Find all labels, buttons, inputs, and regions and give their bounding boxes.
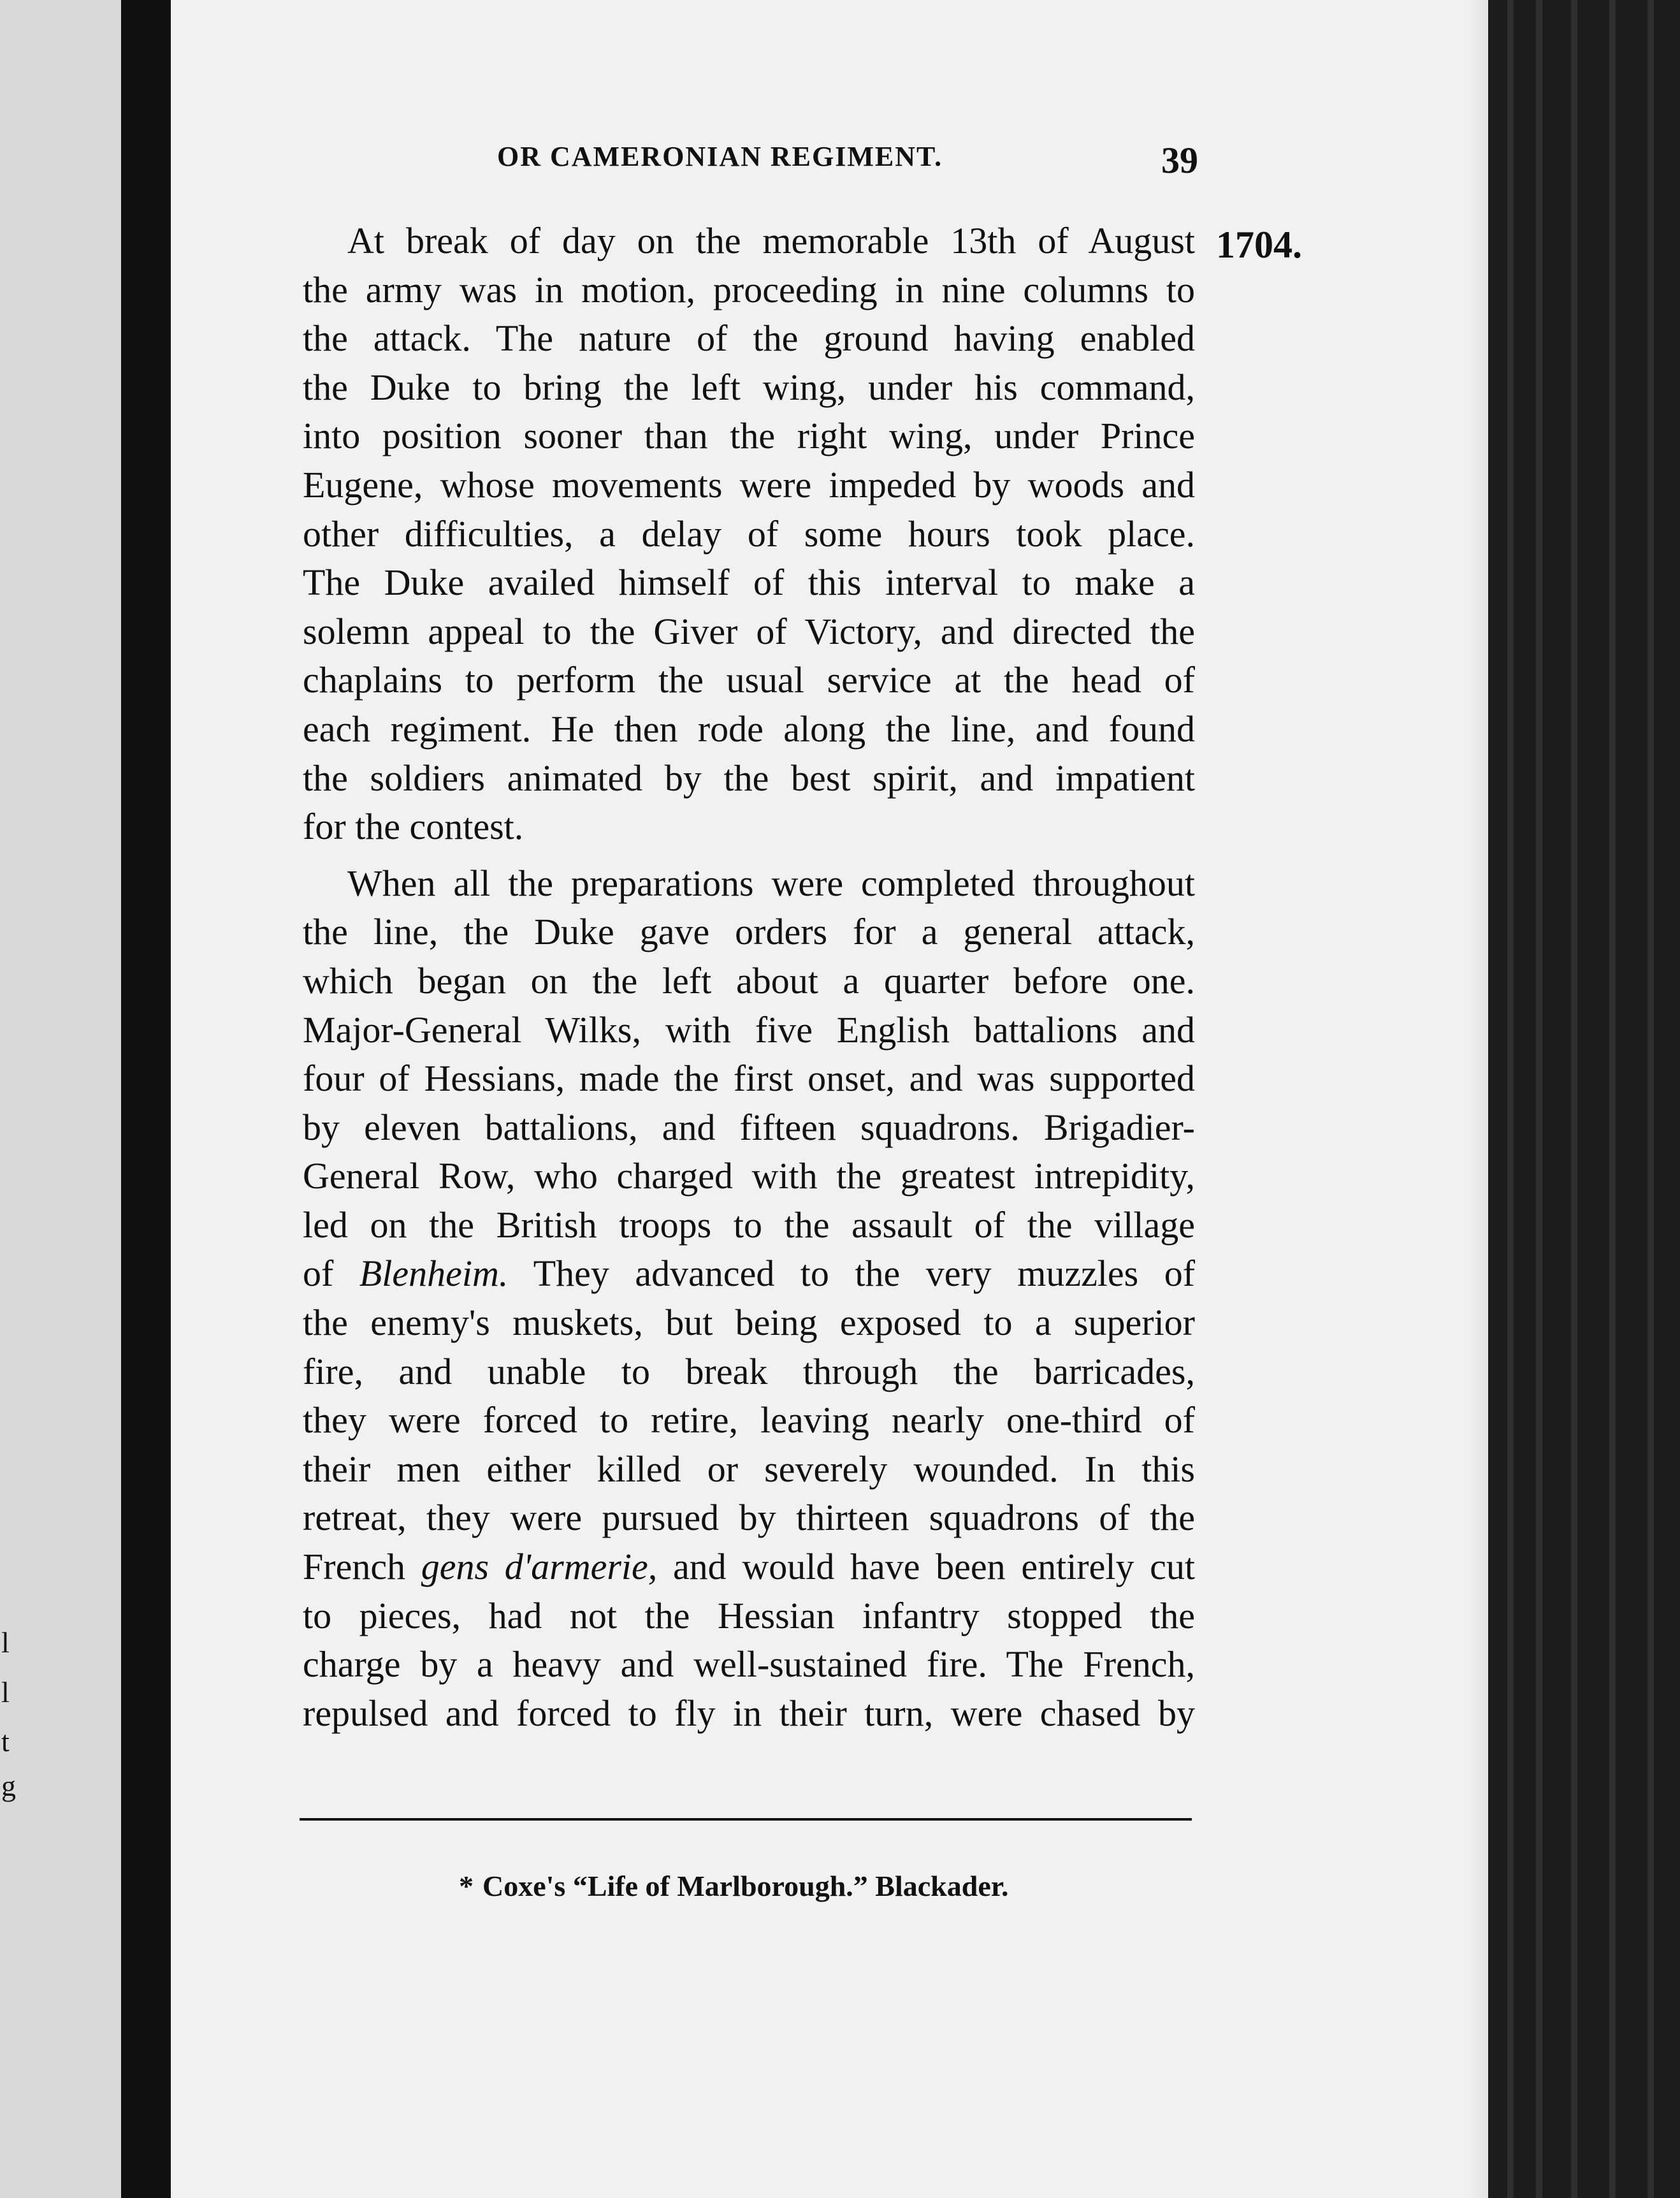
margin-glyph: l bbox=[1, 1676, 10, 1708]
book-fore-edge bbox=[1488, 0, 1680, 2198]
italic-phrase: gens d'armerie, bbox=[421, 1546, 658, 1588]
page-number: 39 bbox=[1161, 140, 1198, 181]
italic-place-name: Blenheim. bbox=[359, 1253, 509, 1295]
text-line: their men either killed or severely wounded. In this bbox=[303, 1448, 1195, 1490]
text-line: four of Hessians, made the first onset, and was supported bbox=[303, 1058, 1195, 1100]
text-line: When all the preparations were completed throughout bbox=[347, 862, 1195, 904]
text-line: charge by a heavy and well-sustained fire. The French, bbox=[303, 1643, 1195, 1685]
text-line: At break of day on the memorable 13th of August bbox=[347, 220, 1195, 261]
running-header bbox=[497, 140, 1217, 173]
text-line: solemn appeal to the Giver of Victory, and directed the bbox=[303, 610, 1195, 652]
text-line: into position sooner than the right wing, under Prince bbox=[303, 415, 1195, 457]
text-line: retreat, they were pursued by thirteen squadrons of the bbox=[303, 1497, 1195, 1539]
text-line: the Duke to bring the left wing, under his command, bbox=[303, 366, 1195, 408]
margin-year: 1704. bbox=[1216, 224, 1302, 266]
margin-glyph: t bbox=[1, 1725, 10, 1758]
text-line: for the contest. bbox=[303, 806, 524, 848]
text-line: by eleven battalions, and fifteen squadrons. Brigadier- bbox=[303, 1106, 1195, 1148]
text-line: Major-General Wilks, with five English battalions and bbox=[303, 1008, 1195, 1051]
text-line: chaplains to perform the usual service at the head of bbox=[303, 659, 1195, 701]
text-line: led on the British troops to the assault of the village bbox=[303, 1204, 1195, 1246]
previous-page-edge bbox=[0, 0, 137, 2198]
text-line: the army was in motion, proceeding in nine columns to bbox=[303, 268, 1195, 310]
gutter-shadow bbox=[121, 0, 175, 2198]
text-line: the enemy's muskets, but being exposed to a superior bbox=[303, 1302, 1195, 1344]
text-line: the line, the Duke gave orders for a general attack, bbox=[303, 911, 1195, 953]
text-line: French gens d'armerie, and would have been entirely cut bbox=[303, 1546, 1196, 1588]
text-line: the soldiers animated by the best spirit, and impatient bbox=[303, 757, 1195, 799]
text-line: to pieces, had not the Hessian infantry stopped the bbox=[303, 1594, 1195, 1636]
footnote bbox=[459, 1869, 1224, 1903]
body-text bbox=[303, 217, 1195, 1738]
text-line: they were forced to retire, leaving nearly one-third of bbox=[303, 1399, 1195, 1441]
text-line: each regiment. He then rode along the line, and found bbox=[303, 708, 1195, 750]
text-line: of Blenheim. They advanced to the very muzzles of bbox=[303, 1253, 1196, 1295]
footnote-rule bbox=[300, 1818, 1192, 1821]
text-line: the attack. The nature of the ground having enabled bbox=[303, 317, 1195, 360]
text-line: General Row, who charged with the greatest intrepidity, bbox=[303, 1155, 1195, 1197]
margin-glyph: g bbox=[1, 1770, 16, 1802]
text-line: Eugene, whose movements were impeded by woods and bbox=[303, 463, 1195, 506]
footnote-text: Coxe's “Life of Marlborough.” Blackader. bbox=[482, 1870, 1009, 1902]
running-title: OR CAMERONIAN REGIMENT. bbox=[497, 141, 943, 172]
text-line: repulsed and forced to fly in their turn, were chased by bbox=[303, 1692, 1195, 1734]
text-line: which began on the left about a quarter before one. bbox=[303, 959, 1195, 1001]
text-line: The Duke availed himself of this interval to make a bbox=[303, 562, 1195, 604]
text-line: other difficulties, a delay of some hours took place. bbox=[303, 513, 1195, 555]
text-line: fire, and unable to break through the barricades, bbox=[303, 1350, 1195, 1392]
footnote-marker: * bbox=[459, 1870, 474, 1902]
margin-glyph: l bbox=[1, 1626, 10, 1659]
